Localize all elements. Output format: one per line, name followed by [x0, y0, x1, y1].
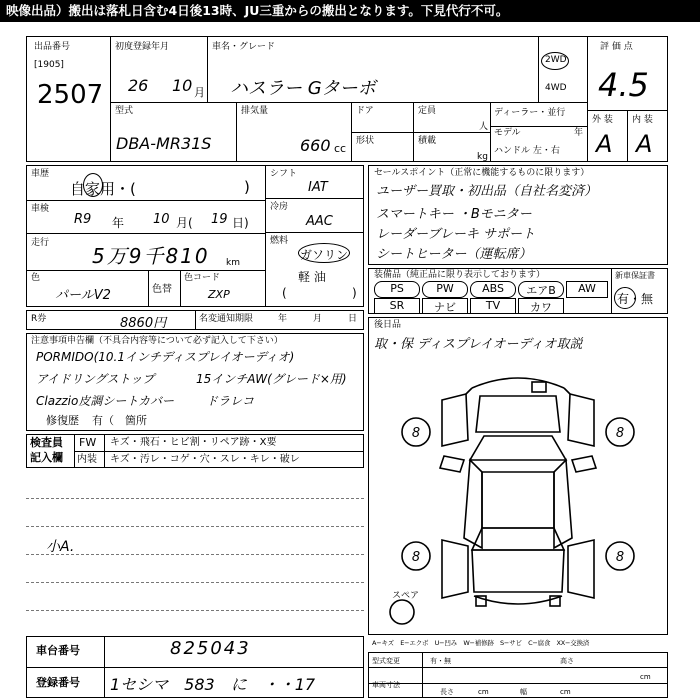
banner: 映像出品）搬出は落札日含む4日後13時、JU三重からの搬出となります。下見代行不可。: [0, 0, 700, 22]
handle-label: ハンドル 左・右: [494, 146, 560, 156]
cc-label: 排気量: [241, 106, 269, 116]
fuel-diesel: 軽 油: [298, 270, 326, 284]
reg-month: 10: [172, 76, 193, 95]
notes-line2a: アイドリングストップ: [36, 372, 155, 386]
warranty-value: 有・無: [617, 292, 654, 306]
int-label: 内 装: [632, 115, 653, 125]
wheel-mark-rr: 8: [615, 550, 625, 565]
cc-value: 660: [300, 136, 331, 155]
int-value: A: [636, 130, 653, 158]
reg-month-unit: 月: [194, 86, 205, 99]
selling-point-1: ユーザー買取・初出品（自社名変済）: [376, 184, 598, 199]
capacity-unit: 人: [479, 122, 489, 132]
drive-4wd: 4WD: [545, 83, 567, 93]
shaken-era: R9: [74, 212, 92, 227]
aftermarket-value: 取・保 ディスプレイオーディオ取説: [374, 337, 583, 352]
notice-day: 日: [348, 314, 358, 324]
selling-point-4: シートヒーター（運転席）: [376, 247, 532, 262]
ac-label: 冷房: [270, 202, 289, 212]
drive-2wd: 2WD: [545, 55, 567, 65]
repair-value: 有（ 箇所: [92, 414, 147, 427]
name-label: 車名・グレード: [212, 42, 276, 52]
name-value: ハスラー Gターボ: [230, 78, 376, 99]
mileage-label: 走行: [31, 238, 50, 248]
equip-airbag: エアB: [518, 281, 564, 298]
plate-label: 登録番号: [36, 676, 80, 689]
mileage-value: 5万9千810: [92, 244, 210, 268]
shaken-month-unit: 月(: [176, 216, 193, 230]
height-cm: cm: [640, 673, 651, 681]
history-circle: [83, 173, 103, 197]
fuel-paren-open: (: [282, 286, 287, 300]
mileage-unit: km: [226, 258, 240, 268]
warranty-label: 新車保証書: [615, 271, 655, 280]
score-label: 評 価 点: [600, 42, 633, 52]
warranty-circle: [614, 287, 636, 309]
length-label: 長さ: [440, 688, 454, 696]
inspector-int-text: キズ・汚レ・コゲ・穴・スレ・キレ・破レ: [110, 454, 300, 465]
dimension-label: 車両寸法: [372, 681, 400, 689]
model-year-unit: 年: [574, 128, 584, 138]
dimension-block: [368, 652, 668, 698]
shift-label: シフト: [270, 169, 298, 179]
length-cm: cm: [478, 688, 489, 696]
history-label: 車歴: [31, 169, 50, 179]
notes-line2b: 15インチAW(グレード×用): [196, 372, 347, 386]
notice-month: 月: [313, 314, 323, 324]
notes-line3b: ドラレコ: [206, 394, 255, 408]
fuel-paren-close: ): [352, 286, 357, 300]
shaken-day-unit: 日): [232, 216, 249, 230]
equip-pw: PW: [422, 281, 468, 298]
cc-unit: cc: [334, 142, 347, 155]
ext-label: 外 装: [592, 115, 613, 125]
fuel-label: 燃料: [270, 236, 289, 246]
shaken-month: 10: [153, 212, 170, 227]
inspector-label-1: 検査員: [30, 436, 63, 449]
ext-value: A: [596, 130, 613, 158]
chassis-value: 825043: [170, 638, 251, 659]
shape-label: 形状: [356, 136, 375, 146]
fuel-circle: [298, 243, 350, 263]
capacity-label: 定員: [418, 106, 437, 116]
door-label: ドア: [356, 106, 374, 116]
inspector-label-2: 記入欄: [30, 451, 63, 464]
w-cm: cm: [560, 688, 571, 696]
history-value: 自家用・(: [70, 180, 136, 198]
reg-year: 26: [128, 76, 149, 95]
inspector-note: 小A.: [46, 539, 75, 555]
chassis-label: 車台番号: [36, 644, 80, 657]
wheel-mark-fr: 8: [615, 426, 625, 441]
equipment-label: 装備品（純正品に限り表示しております）: [374, 270, 546, 280]
model-year-label: モデル: [494, 128, 521, 138]
lot-sub: [1905]: [34, 60, 64, 70]
load-label: 積載: [418, 136, 437, 146]
shaken-label: 車検: [31, 204, 50, 214]
equip-tv: TV: [470, 298, 516, 314]
colorno-label: 色替: [152, 284, 172, 295]
repair-label: 修復歴: [46, 414, 79, 427]
recycle-value: 8860円: [120, 316, 167, 331]
equip-leather: カワ: [518, 298, 564, 314]
spare-label: スペア: [392, 591, 420, 601]
car-diagram: [372, 360, 664, 630]
inspector-fw-text: キズ・飛石・ヒビ割・リペア跡・X要: [110, 437, 277, 448]
shift-value: IAT: [308, 180, 328, 195]
inspector-int: 内装: [77, 454, 97, 465]
lot-number: 2507: [37, 80, 104, 110]
load-unit: kg: [477, 152, 488, 162]
recycle-label: R券: [31, 314, 47, 324]
lot-label: 出品番号: [34, 42, 71, 52]
diagram-legend: A−キズ E−エクボ U−凹み W−補修跡 S−サビ C−腐食 XX−交換済: [372, 639, 590, 647]
notice-label: 名変通知期限: [199, 314, 254, 324]
ac-value: AAC: [306, 214, 333, 229]
equip-navi: ナビ: [422, 298, 468, 314]
equip-abs: ABS: [470, 281, 516, 298]
equip-aw: AW: [566, 281, 608, 298]
fuel-gas: ガソリン: [300, 248, 349, 262]
shape-change-label: 型式変更: [372, 657, 400, 665]
equip-sr: SR: [374, 298, 420, 314]
aftermarket-label: 後日品: [374, 320, 402, 330]
selling-point-3: レーダーブレーキ サポート: [376, 227, 535, 242]
colorcode-label: 色コード: [184, 273, 221, 283]
wheel-mark-rl: 8: [411, 550, 421, 565]
model-label: 型式: [115, 106, 134, 116]
plate-value: 1セシマ 583 に ・・17: [110, 675, 316, 694]
colorcode-value: ZXP: [208, 288, 230, 301]
w-label: 幅: [520, 688, 527, 696]
inspector-fw: FW: [79, 436, 97, 449]
color-value: パールV2: [55, 288, 111, 303]
history-value-end: ): [244, 178, 250, 196]
color-label: 色: [31, 273, 41, 283]
notice-year: 年: [278, 314, 288, 324]
shaken-day: 19: [211, 212, 228, 227]
score-value: 4.5: [598, 66, 649, 104]
notes-line3a: Clazzio皮調シートカバー: [36, 394, 174, 408]
shaken-year-unit: 年: [112, 216, 125, 230]
notes-label: 注意事項申告欄（不具合内容等について必ず記入して下さい）: [31, 336, 283, 346]
reg-label: 初度登録年月: [115, 42, 170, 52]
equip-ps: PS: [374, 281, 420, 298]
selling-point-2: スマートキー ・Bモニター: [376, 207, 532, 222]
shape-change-yesno: 有・無: [430, 657, 451, 665]
model-value: DBA-MR31S: [116, 134, 212, 153]
notes-line1: PORMIDO(10.1インチディスプレイオーディオ): [36, 350, 295, 364]
height-label: 高さ: [560, 657, 574, 665]
dealer-label: ディーラー・並行: [494, 108, 566, 118]
wheel-mark-fl: 8: [411, 426, 421, 441]
selling-points-label: セールスポイント（正常に機能するものに限ります）: [374, 168, 590, 178]
